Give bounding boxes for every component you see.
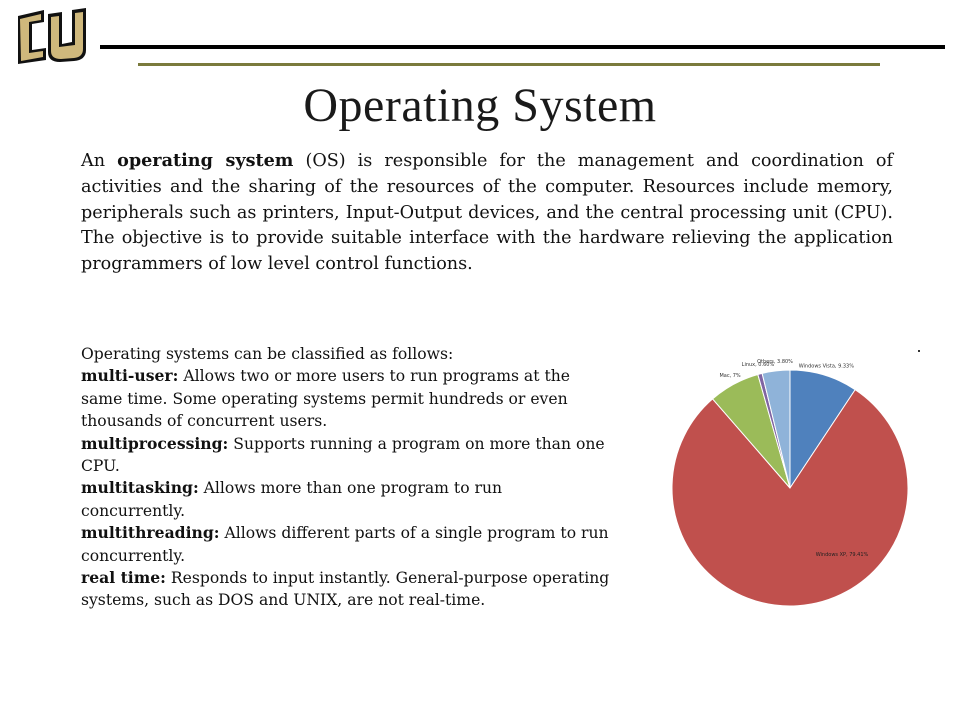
list-item-desc: Responds to input instantly. General-purpose operating systems, such as DOS and UNIX, are not real-time.	[81, 569, 610, 610]
list-item-term: real time:	[81, 568, 166, 588]
classification-list	[81, 343, 611, 612]
intro-paragraph	[81, 148, 893, 278]
list-item-term: multi-user:	[81, 366, 179, 386]
intro-term: operating system	[117, 150, 294, 171]
header-rule-black	[100, 45, 945, 49]
list-item-desc: Allows different parts of a single program to run concurrently.	[81, 524, 609, 565]
classification-lead: Operating systems can be classified as follows:	[81, 345, 454, 363]
pie-slice-label: Mac, 7%	[719, 373, 741, 380]
list-item	[81, 365, 611, 432]
header-rule-olive	[138, 63, 880, 66]
list-item-term: multitasking:	[81, 478, 199, 498]
pie-slice-label: Windows XP, 79.41%	[815, 552, 869, 558]
cu-logo	[4, 4, 100, 70]
list-item	[81, 477, 611, 522]
list-item-desc: Supports running a program on more than one CPU.	[81, 434, 605, 476]
intro-lead: An	[81, 151, 118, 171]
os-share-pie-chart	[660, 350, 920, 610]
list-item-term: multiprocessing:	[81, 433, 229, 453]
intro-body: (OS) is responsible for the management and coordination of activities and the sharing of the resources of the computer. Resources include memory, peripherals such as printers, Input-Output devices, and the central processing unit (CPU). The objective is to provide suitable interface with the hardware relieving the application programmers of low level control functions.	[81, 151, 893, 275]
list-item	[81, 522, 611, 567]
list-item-desc: Allows more than one program to run concurrently.	[81, 479, 503, 520]
pie-slice-label: Others, 3.80%	[757, 358, 793, 365]
decorative-dot	[918, 350, 920, 352]
pie-slice-label: Windows Vista, 9.33%	[798, 363, 855, 370]
list-item-term: multithreading:	[81, 523, 220, 543]
page-title: Operating System	[303, 79, 657, 132]
list-item	[81, 433, 611, 478]
pie-slice-label: Linux, 0.60%	[741, 362, 775, 369]
list-item	[81, 567, 611, 612]
cu-logo-mark	[18, 8, 86, 64]
list-item-desc: Allows two or more users to run programs at the same time. Some operating systems permit hundreds or even thousands of concurrent users.	[81, 367, 570, 431]
